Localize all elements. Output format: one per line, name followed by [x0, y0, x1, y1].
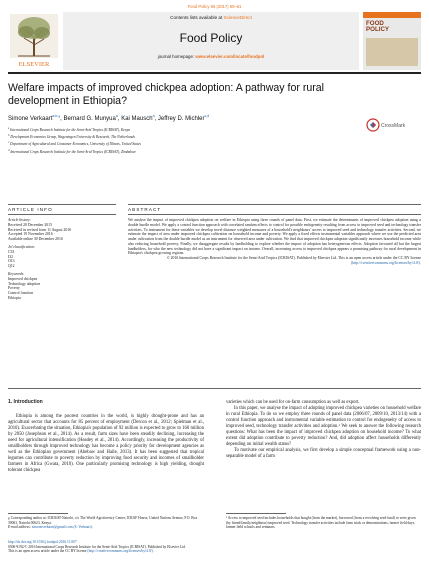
jel-code: O13 — [8, 259, 15, 264]
affiliation-mark: c — [8, 141, 10, 145]
motivation-paragraph: To motivate our empirical analysis, we first develop a simple conceptual framework using a non-separable model of a farm — [226, 447, 421, 459]
section-title-introduction: 1. Introduction — [8, 399, 43, 405]
author-marks: c,d — [204, 114, 210, 118]
masthead-rule — [8, 72, 421, 74]
cover-image — [366, 38, 418, 66]
publisher-logo-text: ELSEVIER — [18, 61, 50, 68]
affiliation-list — [8, 126, 413, 155]
author-marks: a,b,⁎ — [52, 114, 61, 118]
author-name[interactable]: Bernard G. Munyua — [63, 116, 116, 122]
affiliation-item — [8, 148, 413, 155]
abstract-rule — [128, 204, 421, 205]
journal-banner — [63, 12, 359, 70]
footer-license-prefix: This is an open access article under the CC BY license — [8, 549, 87, 554]
affiliation-text: Department of Agricultural and Consumer Economics, University of Illinois, United States — [10, 142, 141, 147]
history-item: Received 20 December 2015 — [8, 222, 52, 227]
email-link[interactable]: simoneverkaart@gmail.com (S. Verkaart). — [31, 525, 93, 530]
affiliation-mark: b — [8, 134, 10, 138]
homepage-link[interactable]: www.elsevier.com/locate/foodpol — [195, 54, 265, 59]
elsevier-logo[interactable] — [8, 12, 60, 70]
history-label: Article history: — [8, 218, 32, 222]
cover-title — [366, 21, 389, 33]
footnote-rule-left — [8, 513, 68, 514]
copyright-text: © 2016 International Crops Research Institute for the Semi-Arid Tropics (ICRISAT). Published by Elsevier Ltd. This is an open access article under the CC BY license — [166, 256, 421, 260]
footnote-1: ¹ Access to improved seed includes households that bought (from the market), borrowed (from a revolving seed fund) or were given (by friend/family/neighbour) improved seed. Technology transfer activities include farm trials or demonstrations, farmer field days, farmer field schools and seminars. — [226, 516, 416, 530]
crossmark-label: CrossMark — [381, 123, 406, 129]
affiliation-text: International Crops Research Institute for the Semi-Arid Tropics (ICRISAT), Kenya — [10, 128, 130, 133]
author-list: Simone Verkaart$^{a,b,⁎}$, Bernard G. Munyua$^a$, Kai Mausch$^a$, Jeffrey D. Michler$^{c,d}$ — [8, 114, 210, 122]
journal-citation: Food Policy 66 (2017) 50–61 — [187, 4, 242, 9]
author-name[interactable]: Jeffrey D. Michler — [157, 116, 205, 122]
journal-title: Food Policy — [179, 31, 243, 45]
abstract-bottom-rule — [8, 388, 421, 389]
cover-accent-strip — [363, 12, 421, 18]
article-title: Welfare impacts of improved chickpea adoption: A pathway for rural development in Ethiopia? — [8, 82, 325, 107]
corresponding-author-text: ⁎ Corresponding author at: ICRISAT-Nairobi, c/o The World Agroforestry Center, ICRAF House, United Nations Avenue, P.O. Box 39063, Nairobi 00623, Kenya. — [8, 516, 198, 525]
keyword[interactable]: Control function — [8, 291, 34, 296]
footer-license-link[interactable]: (http://creativecommons.org/licenses/by/4.0/). — [87, 549, 154, 554]
affiliation-mark: a — [8, 127, 10, 130]
affiliation-mark: d — [8, 148, 10, 152]
cover-title-line1: FOOD — [366, 20, 384, 27]
keyword[interactable]: Improved chickpea — [8, 276, 38, 281]
keyword[interactable]: Technology adoption — [8, 281, 41, 286]
footnote-rule-right — [226, 513, 286, 514]
affiliation-text: International Crops Research Institute for the Semi-Arid Tropics (ICRISAT), Zimbabwe — [10, 149, 136, 154]
keyword[interactable]: Poverty — [8, 286, 20, 291]
article-history — [8, 218, 116, 242]
doi-link[interactable]: http://dx.doi.org/10.1016/j.foodpol.2016.11.007 — [8, 540, 77, 544]
author-marks: a — [152, 114, 155, 118]
abstract-panel — [128, 218, 421, 266]
body-column-left — [8, 400, 204, 473]
journal-homepage — [63, 54, 359, 59]
journal-cover-thumbnail[interactable] — [363, 12, 421, 70]
research-questions-paragraph: In this paper, we analyse the impact of adopting improved chickpea varieties on household welfare in rural Ethiopia. To do so we employ three rounds of panel data (2006/07, 2009/10, 2013/14) with a control function approach and instrumental variable estimation to control for endogeneity of access to improved seed, technology transfer activities and adoption.¹ We seek to answer the following research questions: What has been the impact of improved chickpea adoption on household income? To what extent did adoption contribute to poverty reduction? And, did adoption affect households differently depending on initial wealth status? — [226, 405, 421, 447]
homepage-prefix: journal homepage: — [157, 54, 195, 59]
contents-prefix: Contents lists available at — [170, 15, 223, 20]
keyword[interactable]: Ethiopia — [8, 295, 21, 300]
contents-line — [63, 15, 359, 20]
sciencedirect-link[interactable]: ScienceDirect — [223, 15, 252, 20]
cover-title-line2: POLICY — [366, 26, 390, 34]
journal-masthead — [8, 12, 421, 70]
jel-code: Q12 — [8, 264, 15, 269]
article-info-panel — [8, 218, 116, 304]
history-item: Available online 30 December 2016 — [8, 237, 63, 242]
jel-label: Jel classification: — [8, 244, 35, 249]
jel-classification — [8, 245, 116, 269]
abstract-text: We analyse the impact of improved chickpea adoption on welfare in Ethiopia using three rounds of panel data. First, we estimate the determinants of improved chickpea adoption using a double hurdle model. We apply a control function approach with correlated random effects to control for possible endogeneity resulting from access to improved seed and technology transfer activities. To instrument for these variables we develop novel distance weighted measures of a household's neighbours' access to improved seed and technology transfer activities. Second, we estimate the impact of area under improved chickpea cultivation on household income and poverty. We apply a fixed effects instrumental variables approach where we use the predicted area under cultivation from the double hurdle model as an instrument for observed area under cultivation. We find that improved chickpea adoption significantly increases household income while also reducing household poverty. Finally, we disaggregate results by landholding to explore whether the impact of adoption has heterogeneous effects. Adoption favoured all but the largest landholders, for who the new technology did not have a significant impact on income. Overall, increasing access to improved chickpea appears a promising pathway for rural development in Ethiopia's chickpea growing regions. — [128, 218, 421, 256]
affiliation-item — [8, 126, 413, 133]
email-line — [8, 525, 204, 530]
abstract-copyright — [128, 256, 421, 266]
jel-code: C33 — [8, 249, 15, 254]
author-name[interactable]: Simone Verkaart — [8, 116, 53, 122]
keywords — [8, 272, 116, 301]
affiliation-item — [8, 133, 413, 140]
history-item: Accepted 19 November 2016 — [8, 232, 53, 237]
footer-license-line — [8, 549, 421, 554]
license-link[interactable]: (http://creativecommons.org/licenses/by/4.0/). — [350, 260, 421, 265]
affiliation-item — [8, 140, 413, 147]
article-info-heading: ARTICLE INFO — [8, 207, 53, 212]
jel-code: I32 — [8, 254, 14, 259]
author-marks: a — [115, 114, 118, 118]
abstract-rule-lower — [128, 214, 421, 215]
issn-line: 0306-9192/© 2016 International Crops Research Institute for the Semi-Arid Tropics (ICRISAT). Published by Elsevier Ltd. — [8, 544, 186, 549]
body-column-right — [226, 400, 421, 460]
page-footer — [8, 540, 421, 554]
history-item: Received in revised form 11 August 2016 — [8, 227, 72, 232]
keywords-label: Keywords: — [8, 271, 25, 276]
email-label: E-mail address: — [8, 525, 31, 530]
intro-paragraph: Ethiopia is among the poorest countries in the world, is highly drought-prone and has an agricultural sector that accounts for 85 percent of employment (Dercon et al., 2012; Spielman et al., 2010). Exacerbating the situation, Ethiopia's population of 92 million is expected to grow to 160 million by 2050 (Josephson et al., 2014). As a result, farm sizes have been steadily declining, increasing the need for agricultural intensification (Headey et al., 2014). Accordingly, increasing the productivity of smallholders through improved technology has become a policy priority for development agencies as well as the Ethiopian government (Abebaw and Haile, 2013). It has been suggested that tropical legumes can contribute to poverty reduction by improving food security and incomes of smallholder farmers in Africa (Gwata, 2010). One particularly promising technology is high yielding, drought tolerant chickpea — [8, 413, 204, 473]
corresponding-author-footnote — [8, 516, 204, 530]
article-info-rule-lower — [8, 214, 116, 215]
author-name[interactable]: Kai Mausch — [121, 116, 153, 122]
abstract-heading: ABSTRACT — [128, 207, 162, 212]
affiliation-text: Development Economics Group, Wageningen University & Research, The Netherlands — [10, 135, 135, 140]
elsevier-tree-icon — [8, 12, 60, 70]
article-info-rule — [8, 204, 116, 205]
intro-paragraph-continued: varieties which can be used for on-farm consumption as well as export. — [226, 400, 360, 405]
